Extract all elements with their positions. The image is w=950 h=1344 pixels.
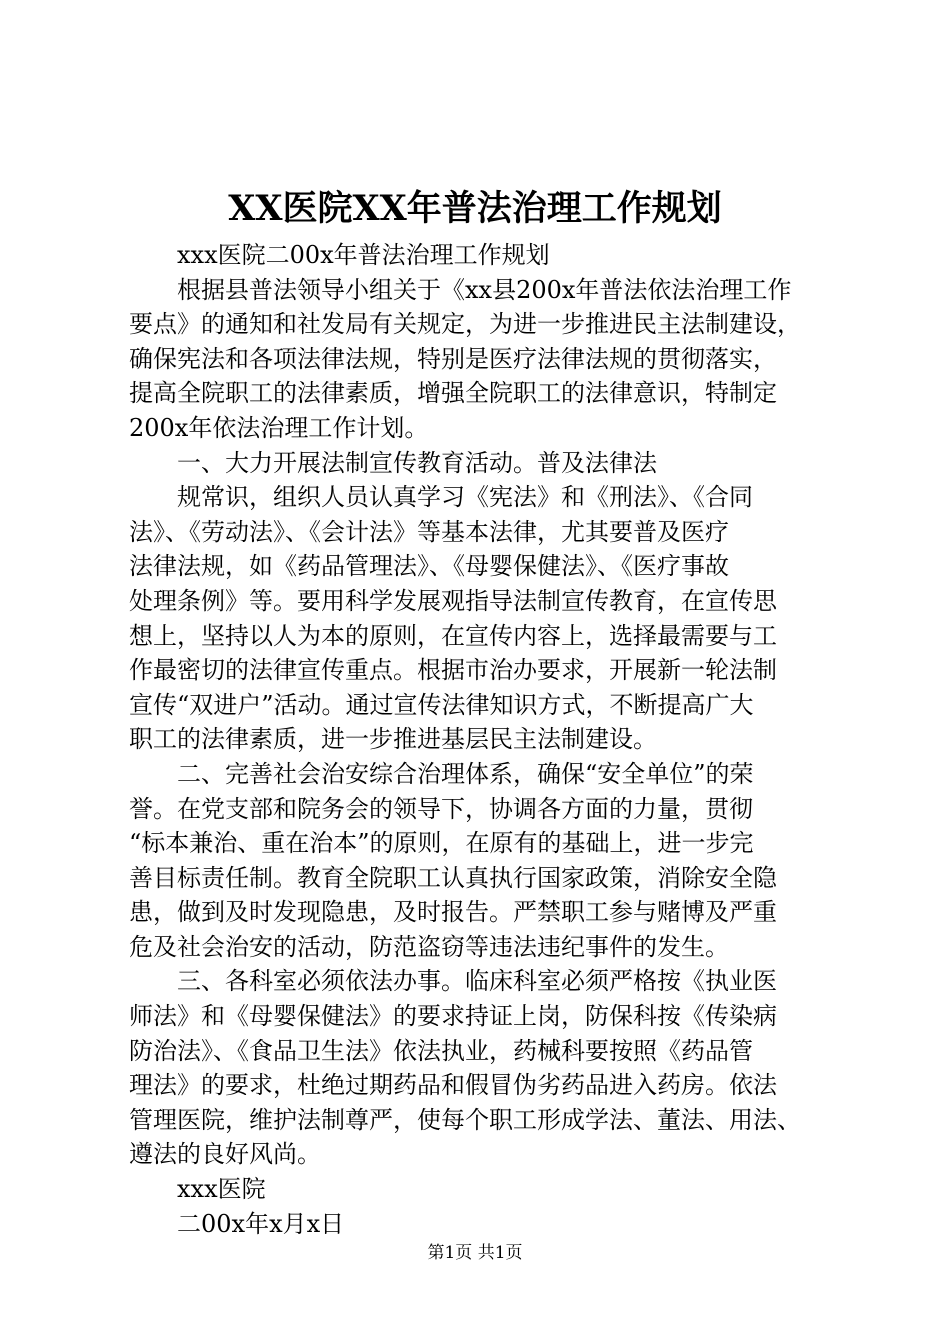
signature-date: 二00x年x月x日: [129, 1209, 345, 1238]
body-line: 确保宪法和各项法律法规，特别是医疗法律法规的贯彻落实，: [129, 344, 777, 373]
body-line: 法律法规，如《药品管理法》、《母婴保健法》、《医疗事故: [129, 552, 729, 581]
body-line: 二、完善社会治安综合治理体系，确保“安全单位”的荣: [129, 759, 754, 788]
body-line: 遵法的良好风尚。: [129, 1140, 321, 1169]
body-line: 一、大力开展法制宣传教育活动。普及法律法: [129, 448, 657, 477]
body-line: 危及社会治安的活动，防范盗窃等违法违纪事件的发生。: [129, 932, 729, 961]
body-line: 职工的法律素质，进一步推进基层民主法制建设。: [129, 725, 657, 754]
body-line: 防治法》、《食品卫生法》依法执业，药械科要按照《药品管: [129, 1036, 753, 1065]
body-line: 师法》和《母婴保健法》的要求持证上岗，防保科按《传染病: [129, 1002, 777, 1031]
body-line: 作最密切的法律宣传重点。根据市治办要求，开展新一轮法制: [129, 656, 777, 685]
body-line: 誉。在党支部和院务会的领导下，协调各方面的力量，贯彻: [129, 794, 753, 823]
body-line: 理法》的要求，杜绝过期药品和假冒伪劣药品进入药房。依法: [129, 1071, 777, 1100]
body-line: “标本兼治、重在治本”的原则，在原有的基础上，进一步完: [129, 829, 754, 858]
body-line: 法》、《劳动法》、《会计法》等基本法律，尤其要普及医疗: [129, 517, 729, 546]
body-line: 根据县普法领导小组关于《xx县200x年普法依法治理工作: [129, 275, 792, 304]
body-line: 要点》的通知和社发局有关规定，为进一步推进民主法制建设，: [129, 310, 801, 339]
body-line: 三、各科室必须依法办事。临床科室必须严格按《执业医: [129, 967, 777, 996]
signature-org: xxx医院: [129, 1175, 266, 1204]
body-line: xxx医院二00x年普法治理工作规划: [129, 241, 550, 269]
body-line: 患，做到及时发现隐患，及时报告。严禁职工参与赌博及严重: [129, 898, 777, 927]
body-line: 善目标责任制。教育全院职工认真执行国家政策，消除安全隐: [129, 863, 777, 892]
body-line: 管理医院，维护法制尊严，使每个职工形成学法、董法、用法、: [129, 1105, 801, 1134]
document-body: [129, 238, 839, 1241]
body-line: 处理条例》等。要用科学发展观指导法制宣传教育，在宣传思: [129, 586, 777, 615]
body-line: 宣传“双进户”活动。通过宣传法律知识方式，不断提高广大: [129, 690, 754, 719]
body-line: 规常识，组织人员认真学习《宪法》和《刑法》、《合同: [129, 483, 753, 512]
body-line: 200x年依法治理工作计划。: [129, 413, 429, 442]
body-line: 提高全院职工的法律素质，增强全院职工的法律意识，特制定: [129, 379, 777, 408]
page-footer: 第1页 共1页: [427, 1243, 523, 1263]
document-title: XX医院XX年普法治理工作规划: [228, 188, 722, 229]
body-line: 想上，坚持以人为本的原则，在宣传内容上，选择最需要与工: [129, 621, 777, 650]
